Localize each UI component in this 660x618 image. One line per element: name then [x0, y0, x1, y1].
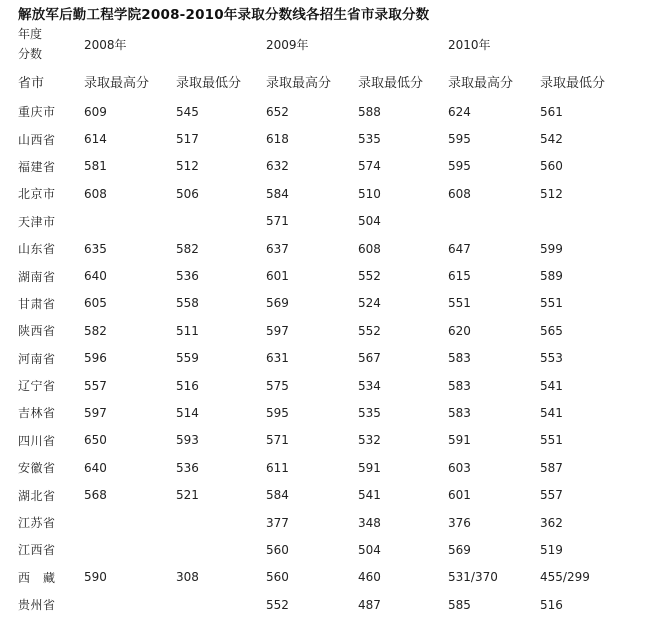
year-header-2010: 2010年 — [448, 37, 491, 52]
min-score-2008-cell: 582 — [176, 241, 199, 256]
min-score-2008-cell: 512 — [176, 159, 199, 174]
min-score-2008-cell: 516 — [176, 378, 199, 393]
min-score-2008-cell — [176, 509, 266, 536]
province-cell: 西 藏 — [18, 570, 56, 585]
max-score-2009-cell: 575 — [266, 378, 289, 393]
table-row — [18, 454, 630, 481]
max-score-2010-cell: 615 — [448, 269, 471, 284]
table-row — [18, 372, 630, 399]
min-score-2009-cell: 510 — [358, 186, 381, 201]
max-score-2008-cell: 640 — [84, 460, 107, 475]
max-score-2008-cell: 596 — [84, 351, 107, 366]
min-score-2008-cell: 506 — [176, 186, 199, 201]
province-cell: 陕西省 — [18, 324, 56, 339]
admission-scores-table — [18, 24, 630, 618]
max-score-2010-cell: 585 — [448, 597, 471, 612]
max-score-2008-cell: 605 — [84, 296, 107, 311]
table-row — [18, 564, 630, 591]
min-score-2010-cell: 541 — [540, 405, 563, 420]
max-score-header-2009: 录取最高分 — [266, 75, 332, 91]
table-row — [18, 481, 630, 508]
province-cell: 北京市 — [18, 187, 56, 202]
max-score-2010-cell: 551 — [448, 296, 471, 311]
table-row — [18, 153, 630, 180]
min-score-header-2010: 录取最低分 — [540, 75, 606, 91]
max-score-header-2008: 录取最高分 — [84, 75, 150, 91]
max-score-2008-cell: 640 — [84, 269, 107, 284]
province-cell: 贵州省 — [18, 598, 56, 613]
province-cell: 安徽省 — [18, 461, 56, 476]
min-score-2010-cell: 551 — [540, 296, 563, 311]
min-score-2009-cell: 487 — [358, 597, 381, 612]
min-score-2009-cell: 608 — [358, 241, 381, 256]
min-score-2009-cell: 524 — [358, 296, 381, 311]
min-score-2009-cell: 504 — [358, 542, 381, 557]
min-score-2010-cell: 516 — [540, 597, 563, 612]
min-score-2010-cell: 557 — [540, 488, 563, 503]
min-score-2008-cell: 536 — [176, 460, 199, 475]
min-score-2008-cell: 521 — [176, 488, 199, 503]
max-score-2009-cell: 597 — [266, 323, 289, 338]
min-score-2010-cell: 565 — [540, 323, 563, 338]
max-score-2010-cell: 595 — [448, 159, 471, 174]
min-score-2009-cell: 504 — [358, 214, 381, 229]
corner-header-cell — [18, 24, 84, 64]
max-score-2009-cell: 637 — [266, 241, 289, 256]
max-score-2010-cell: 583 — [448, 405, 471, 420]
min-score-2008-cell: 559 — [176, 351, 199, 366]
max-score-header-2010: 录取最高分 — [448, 75, 514, 91]
max-score-2009-cell: 552 — [266, 597, 289, 612]
max-score-2010-cell: 601 — [448, 488, 471, 503]
year-header-row — [18, 24, 630, 64]
max-score-2010-cell: 608 — [448, 186, 471, 201]
max-score-2009-cell: 560 — [266, 570, 289, 585]
max-score-2009-cell: 571 — [266, 214, 289, 229]
max-score-2009-cell: 632 — [266, 159, 289, 174]
table-row — [18, 591, 630, 618]
province-cell: 湖北省 — [18, 488, 56, 503]
min-score-2008-cell: 536 — [176, 269, 199, 284]
max-score-2010-cell: 595 — [448, 132, 471, 147]
max-score-2008-cell: 557 — [84, 378, 107, 393]
max-score-2009-cell: 560 — [266, 542, 289, 557]
min-score-2010-cell: 541 — [540, 378, 563, 393]
min-score-2010-cell: 362 — [540, 515, 563, 530]
province-cell: 江苏省 — [18, 516, 56, 531]
corner-year-label: 年度 — [18, 27, 43, 41]
province-cell: 江西省 — [18, 543, 56, 558]
max-score-2010-cell: 376 — [448, 515, 471, 530]
min-score-2010-cell: 560 — [540, 159, 563, 174]
max-score-2009-cell: 652 — [266, 104, 289, 119]
province-cell: 山东省 — [18, 242, 56, 257]
max-score-2008-cell: 608 — [84, 186, 107, 201]
min-score-2009-cell: 534 — [358, 378, 381, 393]
table-row — [18, 509, 630, 536]
min-score-2010-cell: 519 — [540, 542, 563, 557]
max-score-2008-cell: 581 — [84, 159, 107, 174]
min-score-2008-cell — [176, 591, 266, 618]
table-row — [18, 125, 630, 152]
min-score-2010-cell — [540, 208, 630, 235]
max-score-2010-cell: 620 — [448, 323, 471, 338]
max-score-2008-cell: 609 — [84, 104, 107, 119]
min-score-2009-cell: 460 — [358, 570, 381, 585]
min-score-2009-cell: 588 — [358, 104, 381, 119]
max-score-2008-cell: 568 — [84, 488, 107, 503]
table-row — [18, 98, 630, 125]
max-score-2009-cell: 571 — [266, 433, 289, 448]
table-row — [18, 235, 630, 262]
min-score-header-2008: 录取最低分 — [176, 75, 242, 91]
min-score-2008-cell: 517 — [176, 132, 199, 147]
province-cell: 河南省 — [18, 351, 56, 366]
min-score-2008-cell: 593 — [176, 433, 199, 448]
min-score-2009-cell: 591 — [358, 460, 381, 475]
min-score-2010-cell: 587 — [540, 460, 563, 475]
min-score-2010-cell: 512 — [540, 186, 563, 201]
max-score-2009-cell: 569 — [266, 296, 289, 311]
min-score-2010-cell: 599 — [540, 241, 563, 256]
max-score-2009-cell: 595 — [266, 405, 289, 420]
max-score-2008-cell: 590 — [84, 570, 107, 585]
province-cell: 湖南省 — [18, 269, 56, 284]
max-score-2009-cell: 601 — [266, 269, 289, 284]
min-score-2010-cell: 455/299 — [540, 570, 590, 585]
province-cell: 辽宁省 — [18, 379, 56, 394]
max-score-2010-cell: 583 — [448, 378, 471, 393]
min-score-2009-cell: 574 — [358, 159, 381, 174]
table-row — [18, 345, 630, 372]
max-score-2008-cell — [84, 536, 176, 563]
min-score-2008-cell — [176, 208, 266, 235]
table-row — [18, 536, 630, 563]
province-cell: 天津市 — [18, 214, 56, 229]
max-score-2010-cell: 591 — [448, 433, 471, 448]
max-score-2009-cell: 584 — [266, 488, 289, 503]
min-score-2010-cell: 551 — [540, 433, 563, 448]
min-score-2009-cell: 552 — [358, 323, 381, 338]
min-score-2008-cell: 558 — [176, 296, 199, 311]
table-row — [18, 427, 630, 454]
max-score-2008-cell: 635 — [84, 241, 107, 256]
min-score-2008-cell — [176, 536, 266, 563]
province-cell: 重庆市 — [18, 105, 56, 120]
max-score-2010-cell: 583 — [448, 351, 471, 366]
min-score-2010-cell: 553 — [540, 351, 563, 366]
min-score-2008-cell: 308 — [176, 570, 199, 585]
min-score-2008-cell: 511 — [176, 323, 199, 338]
min-score-2009-cell: 535 — [358, 132, 381, 147]
max-score-2009-cell: 611 — [266, 460, 289, 475]
min-score-2010-cell: 589 — [540, 269, 563, 284]
province-cell: 山西省 — [18, 132, 56, 147]
min-score-2009-cell: 532 — [358, 433, 381, 448]
min-score-2010-cell: 542 — [540, 132, 563, 147]
min-score-2008-cell: 545 — [176, 104, 199, 119]
max-score-2009-cell: 584 — [266, 186, 289, 201]
max-score-2010-cell: 603 — [448, 460, 471, 475]
province-cell: 吉林省 — [18, 406, 56, 421]
max-score-2008-cell — [84, 208, 176, 235]
min-score-2009-cell: 535 — [358, 405, 381, 420]
table-row — [18, 208, 630, 235]
table-row — [18, 399, 630, 426]
max-score-2010-cell: 531/370 — [448, 570, 498, 585]
table-row — [18, 290, 630, 317]
max-score-2010-cell: 647 — [448, 241, 471, 256]
column-header-row — [18, 64, 630, 98]
min-score-2009-cell: 541 — [358, 488, 381, 503]
min-score-2010-cell: 561 — [540, 104, 563, 119]
max-score-2008-cell: 650 — [84, 433, 107, 448]
max-score-2009-cell: 631 — [266, 351, 289, 366]
province-cell: 甘肃省 — [18, 296, 56, 311]
table-row — [18, 262, 630, 289]
max-score-2008-cell — [84, 509, 176, 536]
page-title: 解放军后勤工程学院2008-2010年录取分数线各招生省市录取分数 — [18, 7, 430, 23]
year-header-2008: 2008年 — [84, 37, 127, 52]
min-score-2009-cell: 348 — [358, 515, 381, 530]
province-column-header: 省市 — [18, 75, 45, 91]
table-row — [18, 317, 630, 344]
min-score-header-2009: 录取最低分 — [358, 75, 424, 91]
min-score-2009-cell: 567 — [358, 351, 381, 366]
min-score-2009-cell: 552 — [358, 269, 381, 284]
table-row — [18, 180, 630, 207]
max-score-2008-cell: 582 — [84, 323, 107, 338]
max-score-2010-cell: 624 — [448, 104, 471, 119]
corner-score-label: 分数 — [18, 47, 43, 61]
province-cell: 四川省 — [18, 433, 56, 448]
max-score-2009-cell: 618 — [266, 132, 289, 147]
max-score-2010-cell — [448, 208, 540, 235]
max-score-2008-cell — [84, 591, 176, 618]
max-score-2008-cell: 597 — [84, 405, 107, 420]
max-score-2008-cell: 614 — [84, 132, 107, 147]
max-score-2010-cell: 569 — [448, 542, 471, 557]
province-cell: 福建省 — [18, 159, 56, 174]
year-header-2009: 2009年 — [266, 37, 309, 52]
max-score-2009-cell: 377 — [266, 515, 289, 530]
min-score-2008-cell: 514 — [176, 405, 199, 420]
